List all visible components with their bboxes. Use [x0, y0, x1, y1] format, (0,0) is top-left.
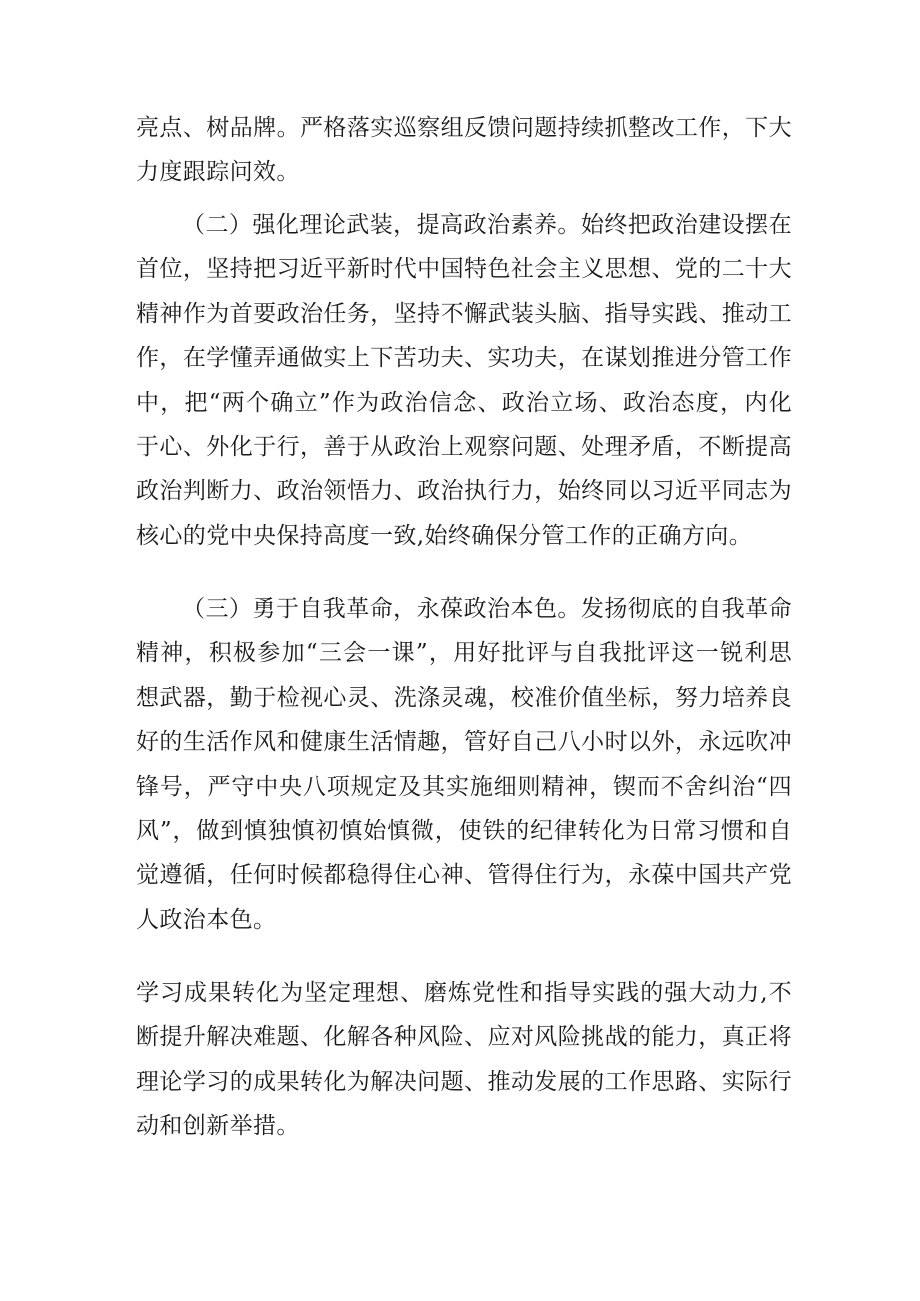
- paragraph-continuation: 亮点、树品牌。严格落实巡察组反馈问题持续抓整改工作，下大力度跟踪问效。: [136, 115, 792, 186]
- paragraph-closing: 学习成果转化为坚定理想、磨炼党性和指导实践的强大动力,不断提升解决难题、化解各种风险、应对风险挑战的能力，真正将理论学习的成果转化为解决问题、推动发展的工作思路、实际行动和创新举措。: [136, 980, 792, 1140]
- paragraph-section-two: （二）强化理论武装，提高政治素养。始终把政治建设摆在首位，坚持把习近平新时代中国特色社会主义思想、党的二十大精神作为首要政治任务，坚持不懈武装头脑、指导实践、推动工作，在学懂弄通做实上下苦功夫、实功夫，在谋划推进分管工作中，把“两个确立”作为政治信念、政治立场、政治态度，内化于心、外化于行，善于从政治上观察问题、处理矛盾，不断提高政治判断力、政治领悟力、政治执行力，始终同以习近平同志为核心的党中央保持高度一致,始终确保分管工作的正确方向。: [136, 212, 792, 549]
- paragraph-section-three: （三）勇于自我革命，永葆政治本色。发扬彻底的自我革命精神，积极参加“三会一课”，用好批评与自我批评这一锐利思想武器，勤于检视心灵、洗涤灵魂，校准价值坐标，努力培养良好的生活作风和健康生活情趣，管好自己八小时以外，永远吹冲锋号，严守中央八项规定及其实施细则精神，锲而不舍纠治“四风”，做到慎独慎初慎始慎微，使铁的纪律转化为日常习惯和自觉遵循，任何时候都稳得住心神、管得住行为，永葆中国共产党人政治本色。: [136, 596, 792, 933]
